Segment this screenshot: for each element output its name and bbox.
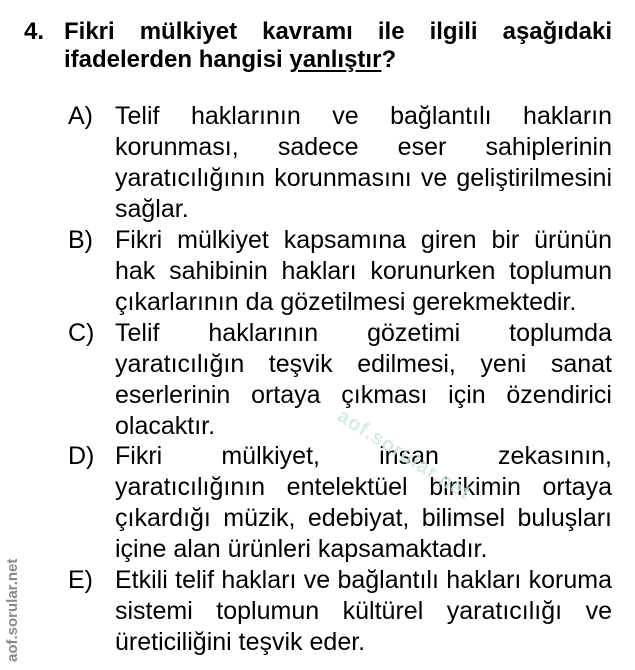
option-text: Telif haklarının gözetimi toplumda yaratıcılığın teşvik edilmesi, yeni sanat eserlerinin ortaya çıkması için özendirici olacaktır. xyxy=(115,319,612,440)
option-letter: A) xyxy=(68,102,93,130)
watermark-side: aof.sorular.net xyxy=(4,558,21,662)
question-number: 4. xyxy=(24,18,45,45)
option-letter: B) xyxy=(68,226,93,254)
option-a[interactable] xyxy=(68,101,612,225)
question-text xyxy=(64,18,612,74)
question-mark: ? xyxy=(381,46,397,73)
option-text: Etkili telif hakları ve bağlantılı hakları koruma sistemi toplumun kültürel yaratıcılığı ve üreticiliğini teşvik eder. xyxy=(115,566,612,656)
option-letter: D) xyxy=(68,442,95,470)
watermark-center: aof.sorular.net xyxy=(333,405,475,505)
option-letter: C) xyxy=(68,319,95,347)
option-d[interactable] xyxy=(68,441,612,565)
option-b[interactable] xyxy=(68,225,612,318)
question-stem: Fikri mülkiyet kavramı ile ilgili aşağıdaki ifadelerden hangisi xyxy=(64,18,612,73)
option-text: Telif haklarının ve bağlantılı hakların korunması, sadece eser sahiplerinin yaratıcılığının korunmasını ve geliştirilmesini sağlar. xyxy=(115,102,612,223)
option-e[interactable] xyxy=(68,565,612,658)
option-text: Fikri mülkiyet kapsamına giren bir ürünün hak sahibinin hakları korunurken toplumun çıkarlarının da gözetilmesi gerekmektedir. xyxy=(115,226,612,316)
option-text: Fikri mülkiyet, insan zekasının, yaratıcılığının entelektüel birikimin ortaya çıkardığı müzik, edebiyat, bilimsel buluşları içine alan ürünleri kapsamaktadır. xyxy=(115,442,612,563)
question-emphasis: yanlıştır xyxy=(289,46,382,73)
option-letter: E) xyxy=(68,566,93,594)
question xyxy=(24,18,612,74)
